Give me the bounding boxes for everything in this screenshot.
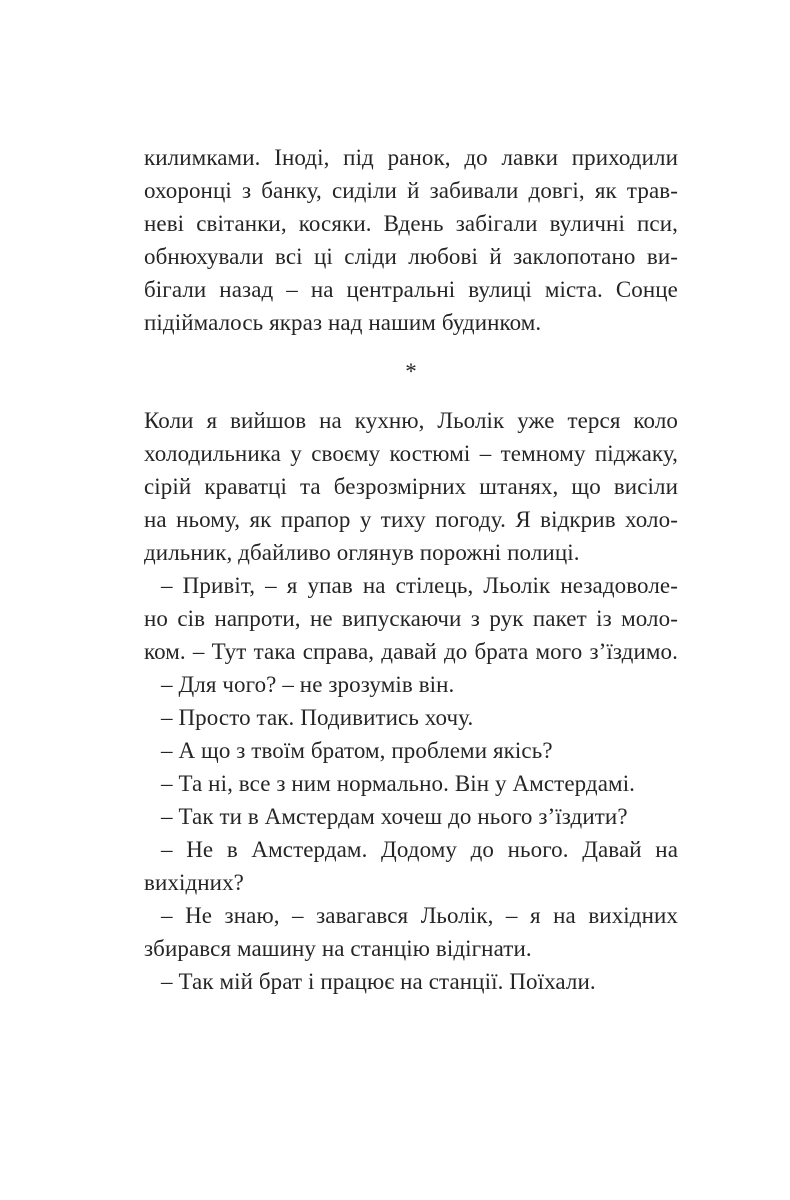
text-line: – Так мій брат і працює на станції. Поїхали. xyxy=(161,969,596,994)
text-line: бігали назад – на центральні вулиці міста. Сонце xyxy=(144,277,678,302)
paragraph xyxy=(144,833,678,899)
text-line: – Так ти в Амстердам хочеш до нього з’їздити? xyxy=(161,804,628,829)
text-column xyxy=(144,141,678,998)
text-line: – Не знаю, – завагався Льолік, – я на вихідних xyxy=(161,903,678,928)
text-line: збирався машину на станцію відігнати. xyxy=(144,936,532,961)
paragraph xyxy=(144,404,678,569)
text-line: неві світанки, косяки. Вдень забігали вуличні пси, xyxy=(144,211,678,236)
paragraph xyxy=(144,569,678,668)
paragraph xyxy=(144,800,678,833)
text-line: холодильника у своєму костюмі – темному піджаку, xyxy=(144,441,678,466)
paragraph xyxy=(144,701,678,734)
text-line: – А що з твоїм братом, проблеми якісь? xyxy=(161,738,553,763)
text-line: обнюхували всі ці сліди любові й заклопотано ви- xyxy=(144,244,678,269)
paragraph xyxy=(144,767,678,800)
text-line: дильник, дбайливо оглянув порожні полиці. xyxy=(144,540,580,565)
text-line: килимками. Іноді, під ранок, до лавки приходили xyxy=(144,145,678,170)
text-line: но сів напроти, не випускаючи з рук пакет із моло- xyxy=(144,606,678,631)
text-line: – Не в Амстердам. Додому до нього. Давай на xyxy=(161,837,678,862)
text-line: – Та ні, все з ним нормально. Він у Амстердамі. xyxy=(161,771,636,796)
paragraph xyxy=(144,965,678,998)
text-line: підіймалось якраз над нашим будинком. xyxy=(144,310,542,335)
text-line: вихідних? xyxy=(144,870,244,895)
paragraph xyxy=(144,899,678,965)
section-separator: * xyxy=(405,359,417,384)
paragraph xyxy=(144,734,678,767)
text-line: на ньому, як прапор у тиху погоду. Я відкрив холо- xyxy=(144,507,678,532)
paragraph xyxy=(144,141,678,339)
paragraph xyxy=(144,668,678,701)
text-line: Коли я вийшов на кухню, Льолік уже терся коло xyxy=(144,408,678,433)
text-line: – Просто так. Подивитись хочу. xyxy=(161,705,474,730)
text-line: – Привіт, – я упав на стілець, Льолік незадоволе- xyxy=(161,573,678,598)
text-line: ком. – Тут така справа, давай до брата мого з’їздимо. xyxy=(144,639,678,664)
text-line: – Для чого? – не зрозумів він. xyxy=(161,672,455,697)
text-line: сірій краватці та безрозмірних штанях, що висіли xyxy=(144,474,678,499)
text-line: охоронці з банку, сиділи й забивали довгі, як трав- xyxy=(144,178,678,203)
